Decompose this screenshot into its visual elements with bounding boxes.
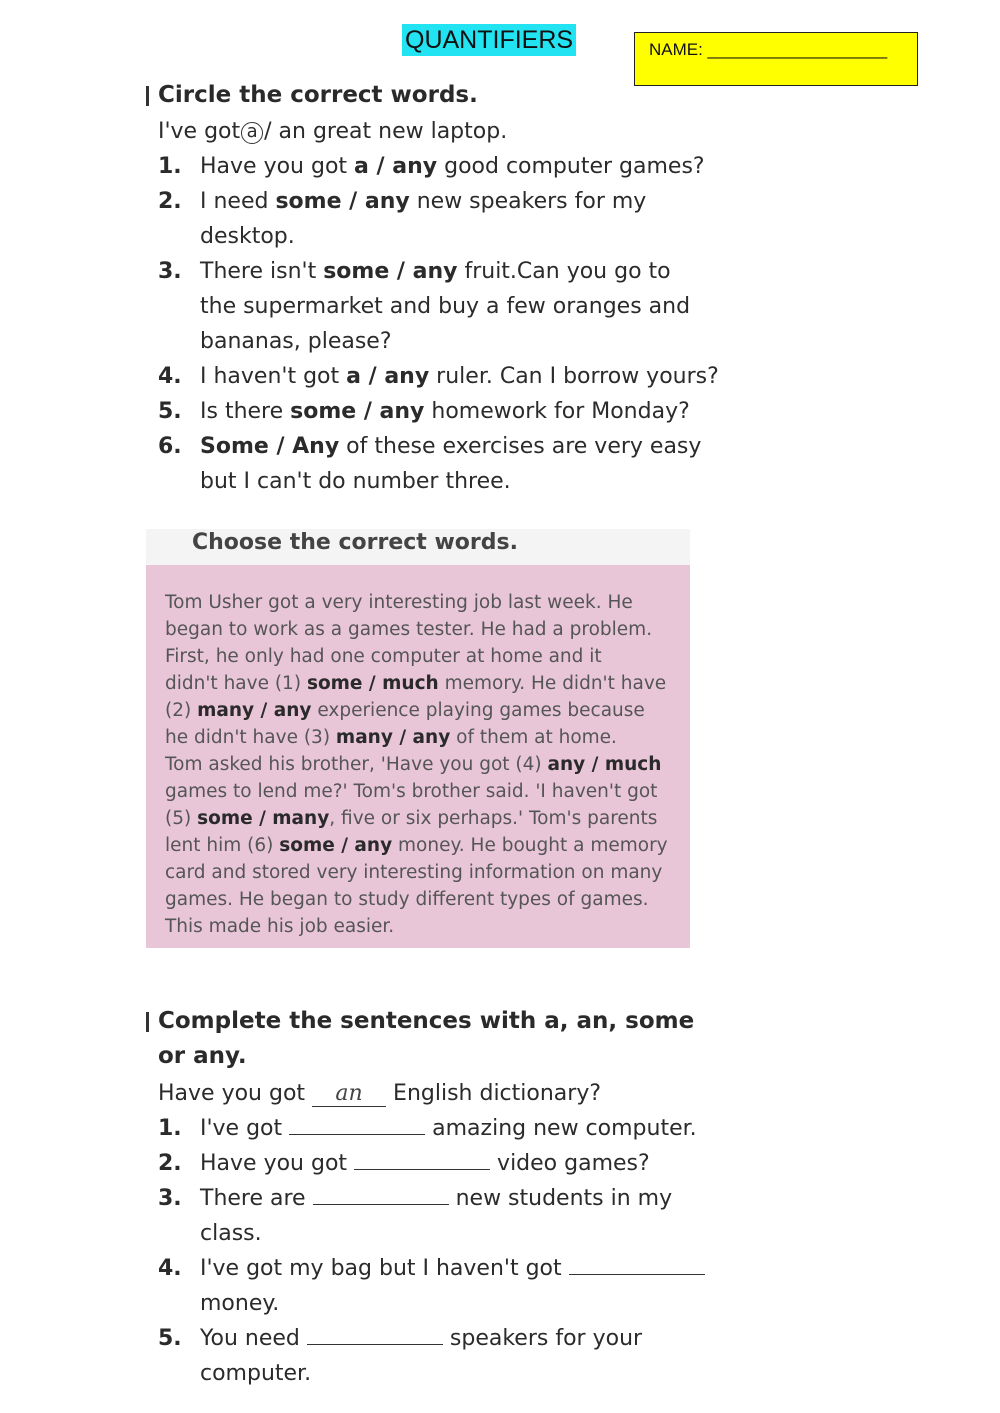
item-text: I need some / any new speakers for my (200, 189, 647, 214)
item-text: but I can't do number three. (200, 469, 511, 494)
item-number: 1. (158, 1116, 182, 1141)
section3-example (158, 1076, 601, 1111)
item-number: 2. (158, 1151, 182, 1176)
section1-example (158, 114, 507, 149)
passage-line: games to lend me?' Tom's brother said. 'I haven't got (165, 781, 658, 802)
example-after: English dictionary? (393, 1081, 602, 1106)
item-text-cont: class. (200, 1221, 262, 1246)
passage-line: This made his job easier. (165, 916, 395, 937)
item-number: 3. (158, 1186, 182, 1211)
example-answer: an (312, 1082, 386, 1107)
item-number: 6. (158, 434, 182, 459)
passage-line: card and stored very interesting information on many (165, 862, 663, 883)
section3-heading: Complete the sentences with a, an, some (158, 1008, 695, 1034)
item-before: Have you got (200, 1151, 348, 1176)
item-text: Some / Any of these exercises are very easy (200, 434, 702, 459)
item-text: desktop. (200, 224, 295, 249)
item-after: amazing new computer. (432, 1116, 697, 1141)
item-text: There isn't some / any fruit.Can you go to (200, 259, 671, 284)
item-text: I haven't got a / any ruler. Can I borrow yours? (200, 364, 719, 389)
example-before: I've got (158, 119, 241, 144)
item-text (200, 1251, 705, 1286)
answer-blank[interactable] (313, 1184, 449, 1205)
item-before: There are (200, 1186, 306, 1211)
answer-blank[interactable] (354, 1149, 490, 1170)
passage-line: First, he only had one computer at home and it (165, 646, 602, 667)
reading-passage (146, 565, 690, 948)
passage-line: didn't have (1) some / much memory. He didn't have (165, 673, 667, 694)
answer-blank[interactable] (307, 1324, 443, 1345)
item-text-cont: money. (200, 1291, 280, 1316)
item-number: 5. (158, 399, 182, 424)
item-text: bananas, please? (200, 329, 392, 354)
name-field[interactable]: NAME: ___________________ (634, 32, 918, 86)
circled-answer: a (241, 122, 263, 144)
item-after: new students in my (455, 1186, 673, 1211)
passage-line: began to work as a games tester. He had a problem. (165, 619, 653, 640)
section3-heading-cont: or any. (158, 1043, 247, 1069)
passage-line: lent him (6) some / any money. He bought a memory (165, 835, 668, 856)
section1-heading: Circle the correct words. (158, 82, 478, 108)
answer-blank[interactable] (569, 1254, 705, 1275)
passage-line: Tom Usher got a very interesting job last week. He (165, 592, 633, 613)
item-text-cont: computer. (200, 1361, 312, 1386)
item-after: video games? (497, 1151, 650, 1176)
item-text (200, 1181, 672, 1216)
passage-line: he didn't have (3) many / any of them at home. (165, 727, 617, 748)
item-text: Is there some / any homework for Monday? (200, 399, 690, 424)
item-number: 1. (158, 154, 182, 179)
item-number: 4. (158, 364, 182, 389)
item-before: I've got (200, 1116, 283, 1141)
item-number: 2. (158, 189, 182, 214)
item-number: 4. (158, 1256, 182, 1281)
item-before: You need (200, 1326, 300, 1351)
item-after: speakers for your (449, 1326, 643, 1351)
worksheet-title: QUANTIFIERS (402, 24, 576, 56)
passage-line: Tom asked his brother, 'Have you got (4) any / much (165, 754, 662, 775)
item-number: 3. (158, 259, 182, 284)
item-text (200, 1111, 697, 1146)
example-before: Have you got (158, 1081, 306, 1106)
section-marker (146, 86, 149, 106)
item-text: Have you got a / any good computer games? (200, 154, 705, 179)
item-text (200, 1321, 642, 1356)
section-marker (146, 1012, 149, 1032)
item-text (200, 1146, 650, 1181)
passage-line: (5) some / many, five or six perhaps.' Tom's parents (165, 808, 658, 829)
section2-heading: Choose the correct words. (192, 530, 518, 555)
example-after: / an great new laptop. (264, 119, 508, 144)
answer-blank[interactable] (289, 1114, 425, 1135)
item-before: I've got my bag but I haven't got (200, 1256, 562, 1281)
passage-line: (2) many / any experience playing games because (165, 700, 645, 721)
item-text: the supermarket and buy a few oranges and (200, 294, 691, 319)
passage-line: games. He began to study different types of games. (165, 889, 649, 910)
item-number: 5. (158, 1326, 182, 1351)
